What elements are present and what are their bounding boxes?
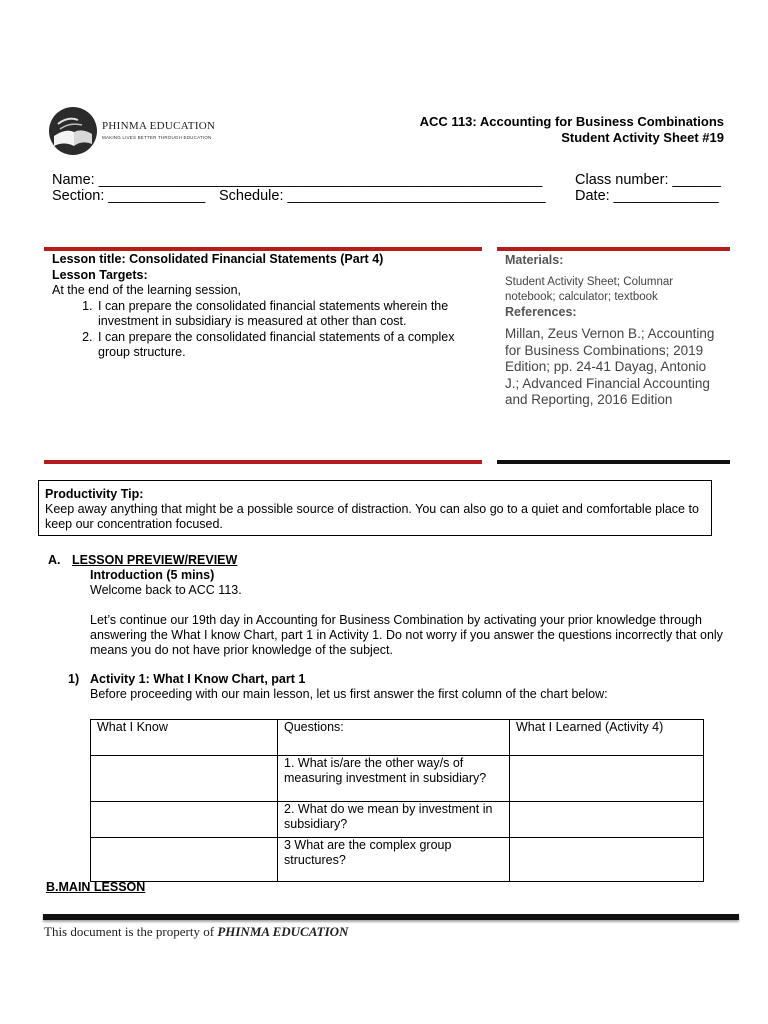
- divider-top-right: [497, 247, 730, 251]
- section-a-letter: A.: [48, 553, 61, 567]
- question-cell: 2. What do we mean by investment in subsidiary?: [278, 802, 510, 838]
- productivity-tip-box: [38, 480, 712, 536]
- activity-number: 1): [68, 672, 80, 686]
- divider-top-left: [44, 247, 482, 251]
- section-field[interactable]: Section: ____________: [52, 188, 206, 204]
- introduction-label: Introduction (5 mins): [90, 568, 215, 582]
- footer-owner: PHINMA EDUCATION: [217, 924, 349, 939]
- section-a: [48, 553, 738, 702]
- schedule-field[interactable]: Schedule: ________________________________: [219, 188, 546, 204]
- answer-cell-learned[interactable]: [510, 802, 704, 838]
- lesson-panel: [52, 252, 472, 361]
- class-number-field[interactable]: Class number: ______: [575, 172, 721, 188]
- document-title: [420, 114, 724, 146]
- materials-text: Student Activity Sheet; Columnar notebook; calculator; textbook: [505, 276, 674, 303]
- name-field[interactable]: Name: _______________________________________________________: [52, 172, 543, 188]
- answer-cell-learned[interactable]: [510, 756, 704, 802]
- footer-text: [44, 924, 348, 940]
- answer-cell-know[interactable]: [91, 802, 278, 838]
- header-questions: Questions:: [278, 720, 510, 756]
- references-label: References:: [505, 305, 577, 319]
- student-fields: [52, 172, 732, 204]
- date-field[interactable]: Date: _____________: [575, 188, 719, 204]
- table-row: [91, 838, 704, 882]
- table-row: [91, 756, 704, 802]
- logo-name: PHINMA EDUCATION: [102, 120, 216, 132]
- question-cell: 3 What are the complex group structures?: [278, 838, 510, 882]
- divider-bottom-left: [44, 460, 482, 464]
- what-i-know-chart: [90, 719, 704, 882]
- materials-label: Materials:: [505, 253, 564, 267]
- lesson-title: Lesson title: Consolidated Financial Statements (Part 4): [52, 252, 384, 266]
- phinma-logo: [48, 106, 218, 158]
- table-header-row: [91, 720, 704, 756]
- intro-paragraph: Let’s continue our 19th day in Accounting for Business Combination by activating your prior knowledge through answering the What I know Chart, part 1 in Activity 1. Do not worry if you answer the questions incorrectly that only means you do not have prior knowledge of the subject.: [90, 613, 723, 657]
- references-text: Millan, Zeus Vernon B.; Accounting for Business Combinations; 2019 Edition; pp. 24-41 Dayag, Antonio J.; Advanced Financial Accounting and Reporting, 2016 Edition: [505, 326, 715, 407]
- materials-panel: [505, 253, 723, 409]
- section-a-title: LESSON PREVIEW/REVIEW: [72, 553, 238, 567]
- lesson-targets-label: Lesson Targets:: [52, 267, 148, 282]
- phinma-logo-icon: [48, 106, 98, 156]
- activity-intro: Before proceeding with our main lesson, let us first answer the first column of the chart below:: [90, 687, 608, 701]
- footer-prefix: This document is the property of: [44, 924, 215, 939]
- activity-title: Activity 1: What I Know Chart, part 1: [90, 672, 306, 686]
- sheet-title: Student Activity Sheet #19: [561, 130, 724, 145]
- lesson-targets-list: [52, 299, 472, 361]
- answer-cell-know[interactable]: [91, 756, 278, 802]
- footer-divider: [43, 914, 739, 920]
- tip-label: Productivity Tip:: [45, 487, 144, 501]
- lesson-target: 1. I can prepare the consolidated financial statements wherein the investment in subsidiary is measured at other than cost.: [96, 299, 472, 330]
- answer-cell-learned[interactable]: [510, 838, 704, 882]
- header-what-i-know: What I Know: [91, 720, 278, 756]
- course-title: ACC 113: Accounting for Business Combinations: [419, 114, 724, 129]
- divider-bottom-right: [497, 460, 730, 464]
- lesson-target: 2. I can prepare the consolidated financial statements of a complex group structure.: [96, 330, 472, 361]
- answer-cell-know[interactable]: [91, 838, 278, 882]
- section-b-title: B.MAIN LESSON: [46, 880, 146, 894]
- question-cell: 1. What is/are the other way/s of measuring investment in subsidiary?: [278, 756, 510, 802]
- table-row: [91, 802, 704, 838]
- header-what-i-learned: What I Learned (Activity 4): [510, 720, 704, 756]
- welcome-text: Welcome back to ACC 113.: [90, 583, 242, 597]
- lesson-intro: At the end of the learning session,: [52, 283, 242, 297]
- logo-tagline: MAKING LIVES BETTER THROUGH EDUCATION: [102, 135, 212, 140]
- tip-text: Keep away anything that might be a possible source of distraction. You can also go to a quiet and comfortable place to keep our concentration focused.: [45, 502, 699, 531]
